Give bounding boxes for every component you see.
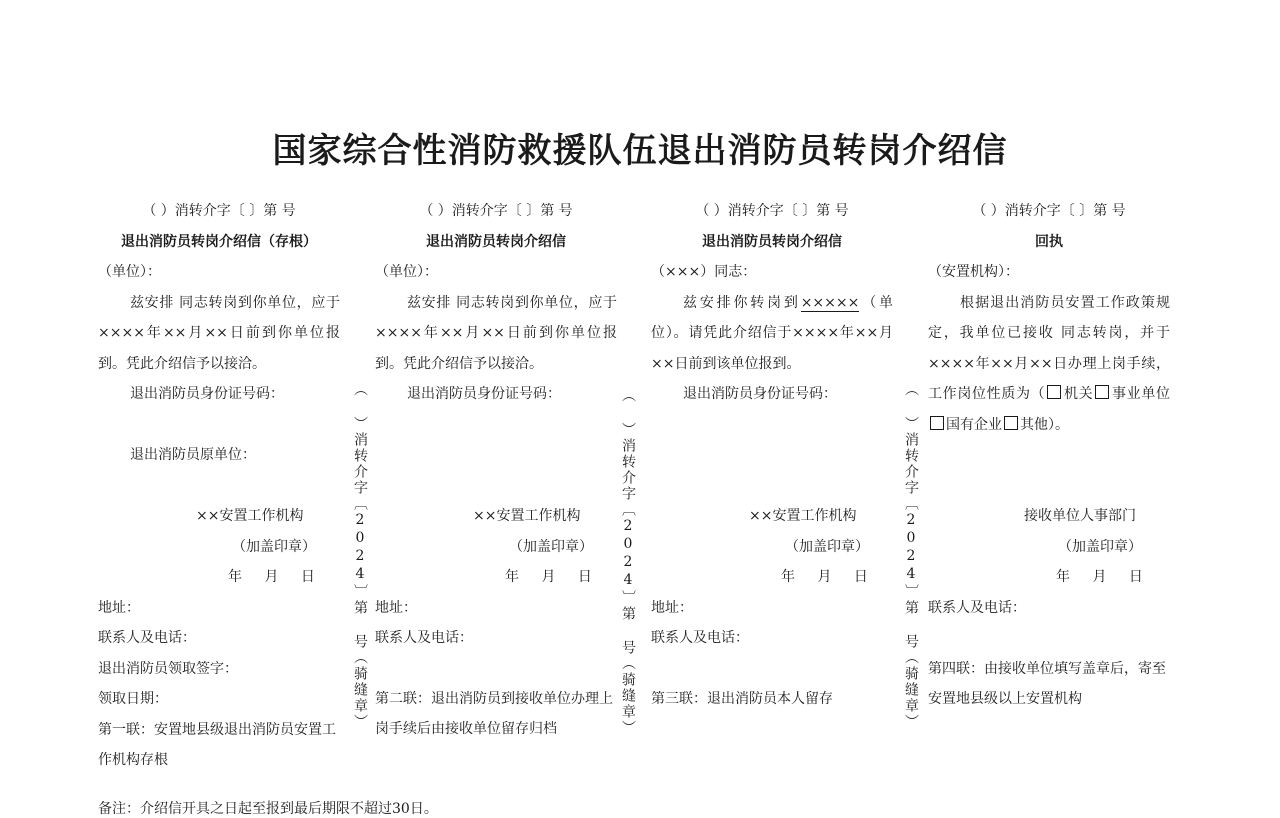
checkbox-icon[interactable] — [1004, 416, 1018, 430]
personal-issuer: ××安置工作机构 — [749, 508, 857, 524]
letter-issuer: ××安置工作机构 — [473, 508, 581, 524]
checkbox-icon[interactable] — [1095, 385, 1109, 399]
letter-address-label: 地址： — [375, 599, 417, 616]
receipt-option-label: 国有企业 — [946, 416, 1002, 433]
stub-contact-label: 联系人及电话： — [98, 630, 196, 646]
receipt-body — [928, 288, 1170, 441]
letter-contact-label: 联系人及电话： — [375, 630, 473, 646]
stub-id-label: 退出消防员身份证号码： — [130, 386, 284, 402]
stub-body: 兹安排 同志转岗到你单位，应于××××年××月××日前到你单位报到。凭此介绍信予以接洽。 — [98, 294, 340, 372]
stub-heading: 退出消防员转岗介绍信（存根） — [121, 233, 317, 250]
receipt-number-line: （ ）消转介字〔 〕第 号 — [972, 203, 1126, 219]
letter-date: 年 月 日 — [505, 569, 592, 585]
checkbox-icon[interactable] — [930, 416, 944, 430]
personal-number-line: （ ）消转介字〔 〕第 号 — [695, 203, 849, 219]
receipt-heading: 回执 — [1035, 233, 1063, 250]
letter-body: 兹安排 同志转岗到你单位，应于××××年××月××日前到你单位报到。凭此介绍信予以接洽。 — [375, 294, 617, 372]
stub-note: 备注：介绍信开具之日起至报到最后期限不超过30日。 — [98, 801, 438, 817]
personal-copy-section — [651, 196, 893, 714]
document-title: 国家综合性消防救援队伍退出消防员转岗介绍信 — [272, 131, 1008, 171]
stub-receive-date-label: 领取日期： — [98, 691, 168, 707]
receipt-contact-label: 联系人及电话： — [928, 599, 1026, 616]
personal-unit-underline-1: ××× — [800, 294, 836, 311]
personal-date: 年 月 日 — [781, 569, 868, 585]
checkbox-icon[interactable] — [1047, 385, 1061, 399]
personal-footer: 第三联：退出消防员本人留存 — [651, 691, 833, 707]
personal-unit-underline-2: ×× — [835, 294, 860, 311]
letter-footer: 第二联：退出消防员到接收单位办理上岗手续后由接收单位留存归档 — [375, 691, 613, 737]
receipt-option-label: 其他 — [1020, 416, 1048, 433]
personal-body-start: 兹安排你转岗到 — [683, 294, 801, 311]
receipt-date: 年 月 日 — [1056, 569, 1143, 585]
receipt-body-end: ）。 — [1048, 416, 1069, 433]
stub-orig-unit-label: 退出消防员原单位： — [130, 447, 256, 463]
seam-stamp-text-1: （ ）消转介字〔2024〕第 号（骑缝章） — [352, 382, 368, 730]
personal-id-label: 退出消防员身份证号码： — [683, 386, 837, 402]
seam-stamp-text-3: （ ）消转介字〔2024〕第 号（骑缝章） — [903, 382, 919, 730]
letter-section — [375, 196, 617, 744]
letter-seal-text: （加盖印章） — [509, 538, 593, 555]
letter-addressee: （单位）： — [375, 264, 438, 280]
receipt-issuer: 接收单位人事部门 — [1024, 508, 1136, 524]
stub-issuer: ××安置工作机构 — [196, 508, 304, 524]
receipt-option-label: 机关 — [1063, 386, 1094, 402]
receipt-seal-text: （加盖印章） — [1058, 538, 1142, 555]
stub-number-line: （ ）消转介字〔 〕第 号 — [142, 203, 296, 219]
receipt-addressee: （安置机构）： — [928, 264, 1019, 280]
personal-body — [651, 288, 893, 380]
personal-addressee: （×××）同志： — [651, 264, 757, 280]
personal-seal-text: （加盖印章） — [785, 538, 869, 555]
stub-addressee: （单位）： — [98, 264, 161, 280]
seam-stamp-text-2: （ ）消转介字〔2024〕第 号（骑缝章） — [620, 388, 636, 736]
personal-heading: 退出消防员转岗介绍信 — [702, 233, 842, 250]
letter-heading: 退出消防员转岗介绍信 — [426, 233, 566, 250]
receipt-footer: 第四联：由接收单位填写盖章后，寄至安置地县级以上安置机构 — [928, 660, 1166, 707]
stub-date: 年 月 日 — [228, 569, 315, 585]
personal-address-label: 地址： — [651, 599, 693, 616]
stub-seal-text: （加盖印章） — [232, 538, 316, 555]
letter-id-label: 退出消防员身份证号码： — [407, 386, 561, 402]
receipt-option-label: 事业单位 — [1111, 386, 1171, 402]
stub-section — [98, 196, 340, 775]
letter-number-line: （ ）消转介字〔 〕第 号 — [419, 203, 573, 219]
personal-body-end: （单位）。请凭此介绍信于××××年××月××日前到该单位报到。 — [651, 294, 894, 372]
stub-address-label: 地址： — [98, 599, 140, 616]
stub-sign-label: 退出消防员领取签字： — [98, 660, 238, 677]
receipt-section — [928, 196, 1170, 714]
personal-contact-label: 联系人及电话： — [651, 630, 749, 646]
receipt-body-text: 根据退出消防员安置工作政策规定，我单位已接收 同志转岗，并于××××年××月××日办理上岗手续，工作岗位性质为（ — [928, 294, 1170, 402]
stub-footer: 第一联：安置地县级退出消防员安置工作机构存根 — [98, 721, 336, 768]
